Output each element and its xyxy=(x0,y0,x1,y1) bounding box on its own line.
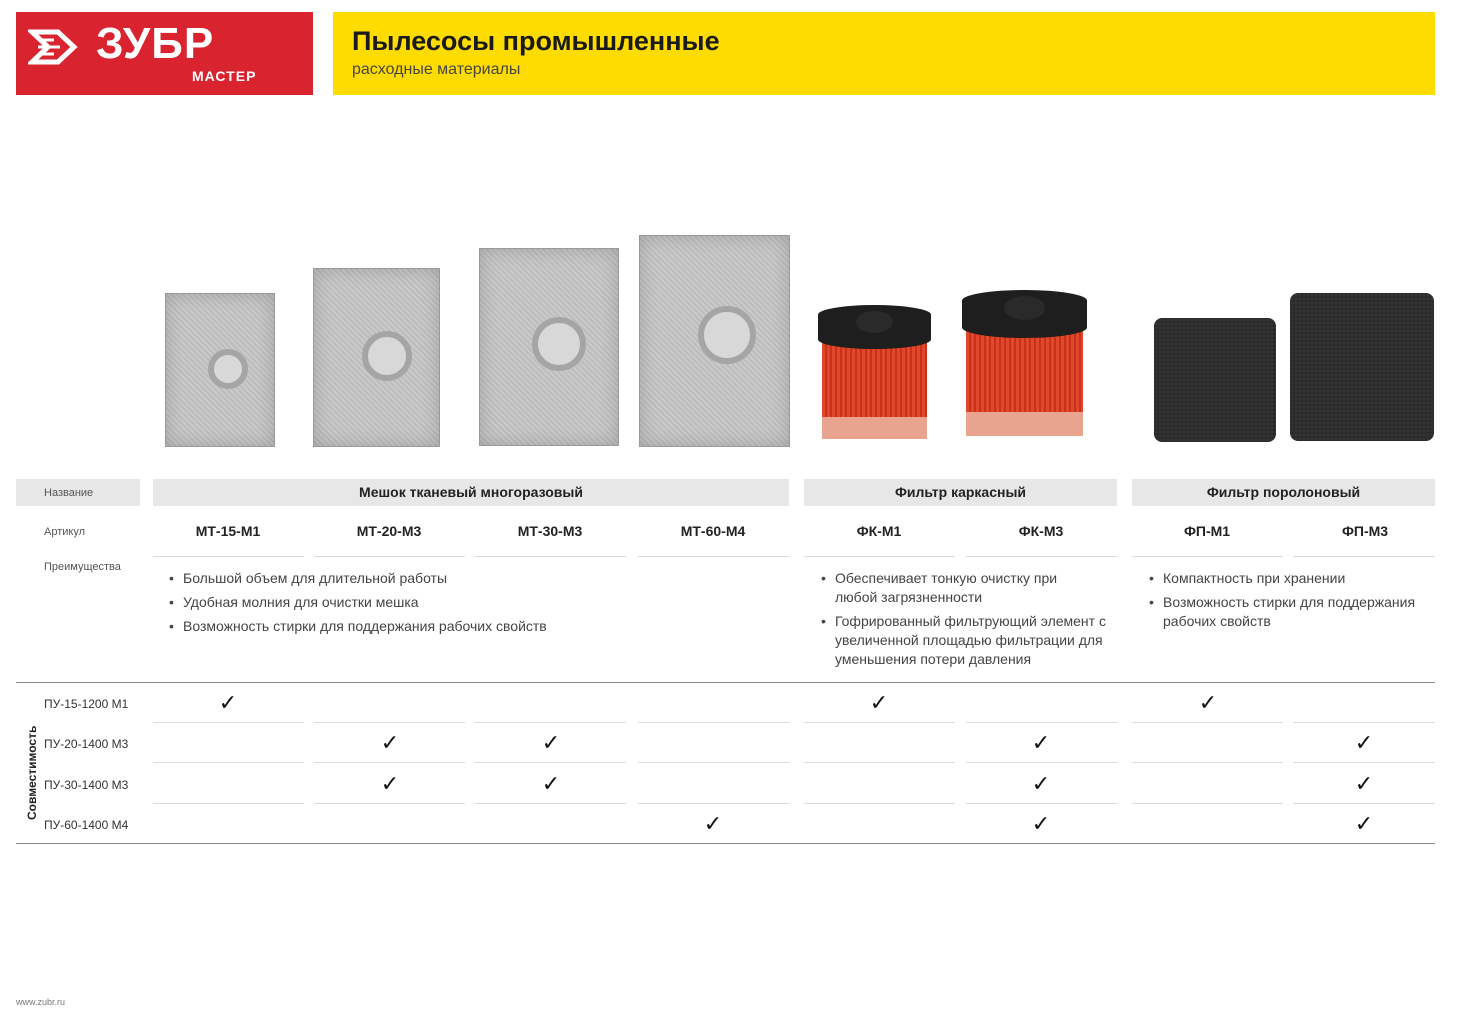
separator xyxy=(153,803,304,804)
separator xyxy=(475,722,626,723)
foam-filter-image-fp-m1 xyxy=(1154,318,1276,442)
advantage-item: • Возможность стирки для поддержания рабочих свойств xyxy=(169,617,779,636)
article-mt60: МТ-60-М4 xyxy=(680,523,746,539)
advantages-cartridge xyxy=(821,569,1111,674)
check-icon: ✓ xyxy=(541,730,561,755)
separator xyxy=(314,556,465,557)
group-title-bags: Мешок тканевый многоразовый xyxy=(359,484,583,500)
separator xyxy=(1293,722,1435,723)
advantage-item: • Удобная молния для очистки мешка xyxy=(169,593,779,612)
page-title: Пылесосы промышленные xyxy=(352,26,720,56)
separator xyxy=(638,556,789,557)
check-icon: ✓ xyxy=(1198,690,1218,715)
advantage-item: • Большой объем для длительной работы xyxy=(169,569,779,588)
check-icon: ✓ xyxy=(1354,730,1374,755)
check-icon: ✓ xyxy=(1354,811,1374,836)
advantage-item: • Обеспечивает тонкую очистку при любой загрязненности xyxy=(821,569,1060,607)
advantage-item: • Возможность стирки для поддержания рабочих свойств xyxy=(1149,593,1431,631)
svg-text:Совместимость: Совместимость xyxy=(25,725,39,820)
check-icon: ✓ xyxy=(541,771,561,796)
advantages-bags xyxy=(169,569,779,641)
bag-image-mt30 xyxy=(479,248,619,446)
separator xyxy=(966,556,1117,557)
advantages-foam xyxy=(1149,569,1439,636)
check-icon: ✓ xyxy=(380,730,400,755)
separator xyxy=(804,722,955,723)
article-mt20: МТ-20-М3 xyxy=(356,523,422,539)
separator xyxy=(966,762,1117,763)
separator xyxy=(638,722,789,723)
separator xyxy=(314,762,465,763)
article-fk-m1: ФК-М1 xyxy=(856,523,902,539)
separator xyxy=(153,556,304,557)
separator xyxy=(475,803,626,804)
separator xyxy=(1132,803,1283,804)
check-icon: ✓ xyxy=(1354,771,1374,796)
separator xyxy=(314,722,465,723)
label-article: Артикул xyxy=(44,526,86,538)
compat-model-label: ПУ-60-1400 М4 xyxy=(44,818,129,832)
brand-name: ЗУБР xyxy=(96,19,215,68)
article-fp-m3: ФП-М3 xyxy=(1341,523,1389,539)
separator xyxy=(638,803,789,804)
separator xyxy=(638,762,789,763)
check-icon: ✓ xyxy=(1031,811,1051,836)
bag-image-mt60 xyxy=(639,235,790,447)
article-fk-m3: ФК-М3 xyxy=(1018,523,1064,539)
compat-top-rule xyxy=(16,682,1435,683)
advantage-item: • Гофрированный фильтрующий элемент с увеличенной площадью фильтрации для уменьшения потери давления xyxy=(821,612,1110,669)
separator xyxy=(475,556,626,557)
group-title-foam: Фильтр поролоновый xyxy=(1206,484,1361,500)
article-mt15: МТ-15-М1 xyxy=(195,523,261,539)
separator xyxy=(153,722,304,723)
label-name: Название xyxy=(44,487,94,499)
article-fp-m1: ФП-М1 xyxy=(1183,523,1231,539)
separator xyxy=(1293,556,1435,557)
check-icon: ✓ xyxy=(703,811,723,836)
separator xyxy=(475,762,626,763)
check-icon: ✓ xyxy=(218,690,238,715)
cartridge-filter-image-fk-m1 xyxy=(818,305,931,445)
compat-model-label: ПУ-20-1400 М3 xyxy=(44,737,129,751)
separator xyxy=(1293,803,1435,804)
cartridge-filter-image-fk-m3 xyxy=(962,290,1087,440)
separator xyxy=(804,556,955,557)
check-icon: ✓ xyxy=(1031,730,1051,755)
compat-bottom-rule xyxy=(16,843,1435,844)
compat-vertical-label xyxy=(22,700,42,820)
label-advantages: Преимущества xyxy=(44,561,121,573)
advantage-item: • Компактность при хранении xyxy=(1149,569,1439,588)
compat-model-label: ПУ-15-1200 М1 xyxy=(44,697,129,711)
separator xyxy=(966,722,1117,723)
separator xyxy=(1132,556,1283,557)
separator xyxy=(314,803,465,804)
check-icon: ✓ xyxy=(380,771,400,796)
check-icon: ✓ xyxy=(869,690,889,715)
separator xyxy=(966,803,1117,804)
footer-url: www.zubr.ru xyxy=(16,997,66,1007)
bag-image-mt15 xyxy=(165,293,275,447)
brand-arrow-icon xyxy=(28,22,88,72)
page-subtitle: расходные материалы xyxy=(352,61,521,78)
separator xyxy=(804,762,955,763)
separator xyxy=(1293,762,1435,763)
group-title-cartridge: Фильтр каркасный xyxy=(894,484,1027,500)
article-mt30: МТ-30-М3 xyxy=(517,523,583,539)
separator xyxy=(1132,722,1283,723)
foam-filter-image-fp-m3 xyxy=(1290,293,1434,441)
separator xyxy=(153,762,304,763)
check-icon: ✓ xyxy=(1031,771,1051,796)
brand-subtitle: МАСТЕР xyxy=(192,68,257,84)
compat-model-label: ПУ-30-1400 М3 xyxy=(44,778,129,792)
separator xyxy=(804,803,955,804)
separator xyxy=(1132,762,1283,763)
bag-image-mt20 xyxy=(313,268,440,447)
